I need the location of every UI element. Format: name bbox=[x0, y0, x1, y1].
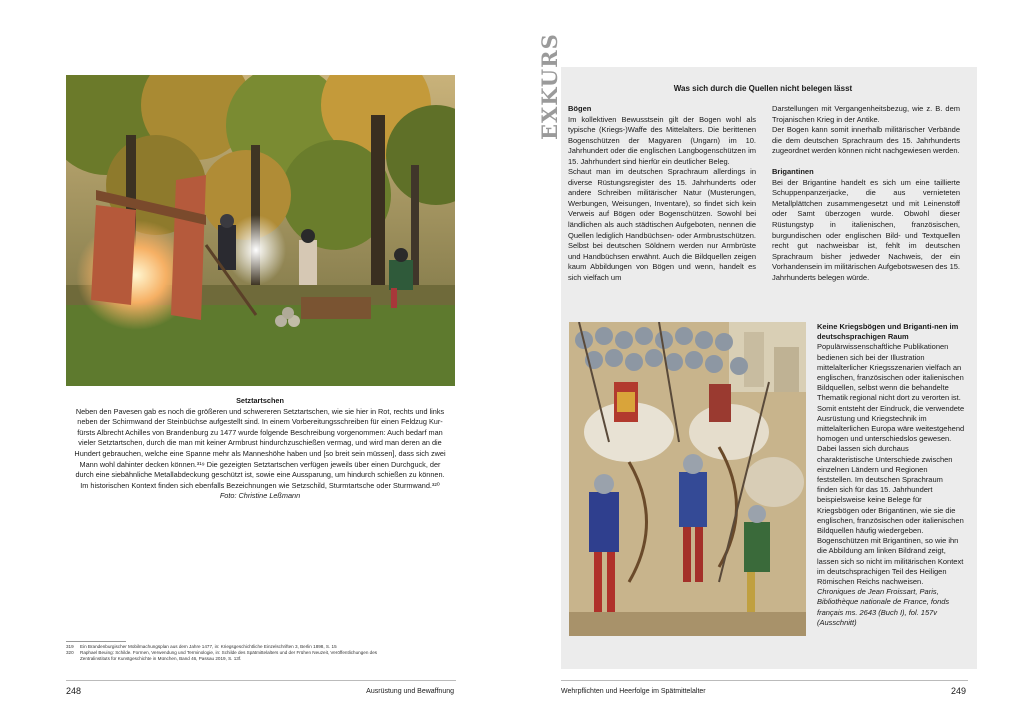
footnote-number: 320 bbox=[66, 650, 74, 655]
caption-line: Neben den Pavesen gab es noch die größeren und schwereren Setztartschen, wie sie hier in Rot, rechts und links bbox=[75, 406, 445, 416]
miniature-source: Chroniques de Jean Froissart, Paris, Bibliothèque nationale de France, fonds français ms. 2643 (Buch I), fol. 157v (Ausschnitt) bbox=[817, 587, 950, 627]
caption-line: Im historischen Kontext finden sich ebenfalls Bezeichnungen wie Setzschild, Sturmtartsche oder Sturmwand.³²⁰ bbox=[80, 480, 440, 490]
exkurs-label bbox=[537, 33, 567, 158]
exkurs-column-2 bbox=[772, 104, 960, 283]
photo-caption bbox=[60, 396, 460, 502]
reenactment-photo bbox=[66, 75, 455, 386]
paragraph: Der Bogen kann somit innerhalb militärischer Verbände die dem deutschen Sprachraum des 15. Jahrhunderts zugeordnet werden können nicht nachgewiesen werden. bbox=[772, 125, 960, 156]
miniature-caption-title: Keine Kriegsbögen und Briganti-nen im deutschsprachigen Raum bbox=[817, 322, 959, 342]
footnote-divider bbox=[66, 641, 126, 642]
exkurs-title: Was sich durch die Quellen nicht belegen lässt bbox=[673, 84, 853, 93]
caption-line: durch eine siebähnliche Metallabdeckung geschützt ist, sowie eine Aussparung, um hindurch schießen zu können. bbox=[75, 470, 445, 480]
paragraph: Im kollektiven Bewusstsein gilt der Bogen wohl als typische (Kriegs-)Waffe des Mittelalters. Die berittenen Bogenschützen der Magyaren (Ungarn) im 10. Jahrhundert oder die englischen Langbogenschützen im 15. Jahrhundert sind hierfür ein deutlicher Beleg. bbox=[568, 114, 756, 166]
exkurs-column-1 bbox=[568, 104, 756, 283]
footnote-number: 319 bbox=[66, 644, 74, 649]
caption-line: vieler Setztartschen, durch die man mit keiner Armbrust hindurchzuschießen vermag, und wird man deren an die bbox=[78, 438, 442, 448]
exkurs-label-text: EXKURS bbox=[537, 33, 562, 140]
page-number-left: 248 bbox=[66, 686, 82, 696]
footnote-text: Ein Brandenburgischer Mobilmachungsplan aus dem Jahre 1477, in: Kriegsgeschichtliche Einzelschriften 3, Berlin 1898, S. 15 bbox=[80, 644, 337, 649]
caption-title: Setztartschen bbox=[236, 396, 284, 405]
paragraph: Bei der Brigantine handelt es sich um eine taillierte Schuppenpanzerjacke, die aus vernieteten Metallplättchen zusammengesetzt und mit Leinenstoff oder Samt überzogen wurde. Obwohl dieser Rüstungstyp in italienischen, französischen, burgundischen oder englischen Bild- und Textquellen recht gut nachweisbar ist, fehlt im deutschen Sprachraum bisher jedweder Nachweis, der ein Vorhandensein im militärischen Aufgebotswesen des 15. Jahrhunderts belegen würde. bbox=[772, 177, 960, 282]
footnote-text: Raphael Beuing: Schilde. Formen, Verwendung und Terminologie, in: Schilde des Spätmittelalters und der Frühen Neuzeit, Veröffentlichungen des bbox=[80, 650, 378, 655]
section-heading-brigantinen: Brigantinen bbox=[772, 167, 814, 177]
caption-line: neben der Schirmwand der Steinbüchse aufgestellt sind. In einem Vorbereitungsschreiben für einen Feldzug Kur- bbox=[77, 417, 443, 427]
running-head-right: Wehrpflichten und Heerfolge im Spätmittelalter bbox=[561, 688, 706, 695]
caption-line: Hundert gebrauchen, welche eine Spanne mehr als Manneshöhe haben und [so breit sein müssen], dass sich zwei bbox=[74, 448, 446, 458]
footnote-number bbox=[66, 656, 80, 662]
paragraph: Schaut man im deutschen Sprachraum allerdings in diverse Rüstungsregister des 15. Jahrhunderts oder andere Schreiben militärischer Natur (Musterungen, Werbungen, Weisungen, Inventare), so findet sich kein Verweis auf Bögen oder Bogenschützen. Sowohl bei ländlichen als auch städtischen Aufgeboten, nennen die Quellen lediglich Handbüchsen- oder Armbrustschützen. Selbst bei deutschen Söldnern werden nur Armbrüste und Handbüchsen erwähnt. Auch die Bildquellen zeigen kaum Abbildungen von Bögen und wenn, handelt es sich vielfach um bbox=[568, 167, 756, 282]
section-heading-boegen: Bögen bbox=[568, 104, 592, 113]
spacer bbox=[772, 157, 960, 168]
miniature-caption-body: Populärwissenschaftliche Publikationen bedienen sich bei der Illustration mittelalterlicher Kriegsszenarien vielfach an englischen, französischen oder italienischen Bildquellen, selbst wenn die behandelte Thematik regional nicht dort zu verorten ist. Somit entsteht der Eindruck, die verwendete Ausrüstung und Kriegstechnik im mittelalterlichen Europa wäre weitestgehend homogen und unterschiedslos gewesen. Dabei lassen sich durchaus charakteristische Unterschiede zwischen einzelnen Ländern und Regionen feststellen. Im deutschen Sprachraum finden sich für das 15. Jahrhundert beispielsweise keine Belege für Kriegsbögen oder Brigantinen, wie sie die englischen, französischen oder italienischen Bildquellen häufig wiedergeben. Bogenschützen mit Brigantinen, so wie ihn die Abbildung am linken Bildrand zeigt, lassen sich so nicht im militärischen Kontext im deutschsprachigen Teil des Heiligen Römischen Reichs nachweisen. bbox=[817, 342, 965, 587]
footnotes bbox=[66, 644, 456, 662]
photo-credit: Foto: Christine Leßmann bbox=[219, 491, 301, 501]
paragraph: Darstellungen mit Vergangenheitsbezug, wie z. B. dem Trojanischen Krieg in der Antike. bbox=[772, 104, 960, 124]
miniature-caption bbox=[817, 322, 965, 628]
page-number-right: 249 bbox=[950, 686, 966, 696]
caption-line: Mann wohl dahinter decken können.³¹⁹ Die gezeigten Setztartschen verfügen jeweils über einen Durchguck, der bbox=[79, 459, 441, 469]
footer-rule bbox=[561, 680, 968, 681]
caption-line: fürsts Albrecht Achilles von Brandenburg zu 1477 wurde folgende Beschreibung vorgenommen: Auch bedarf man bbox=[77, 427, 443, 437]
footnote bbox=[66, 656, 456, 662]
footnote-text: Zentralinstituts für Kunstgeschichte in München, Band 46, Passau 2019, S. 13f. bbox=[80, 656, 242, 661]
froissart-miniature bbox=[569, 322, 806, 636]
footer-rule bbox=[66, 680, 456, 681]
running-head-left: Ausrüstung und Bewaffnung bbox=[366, 688, 454, 695]
